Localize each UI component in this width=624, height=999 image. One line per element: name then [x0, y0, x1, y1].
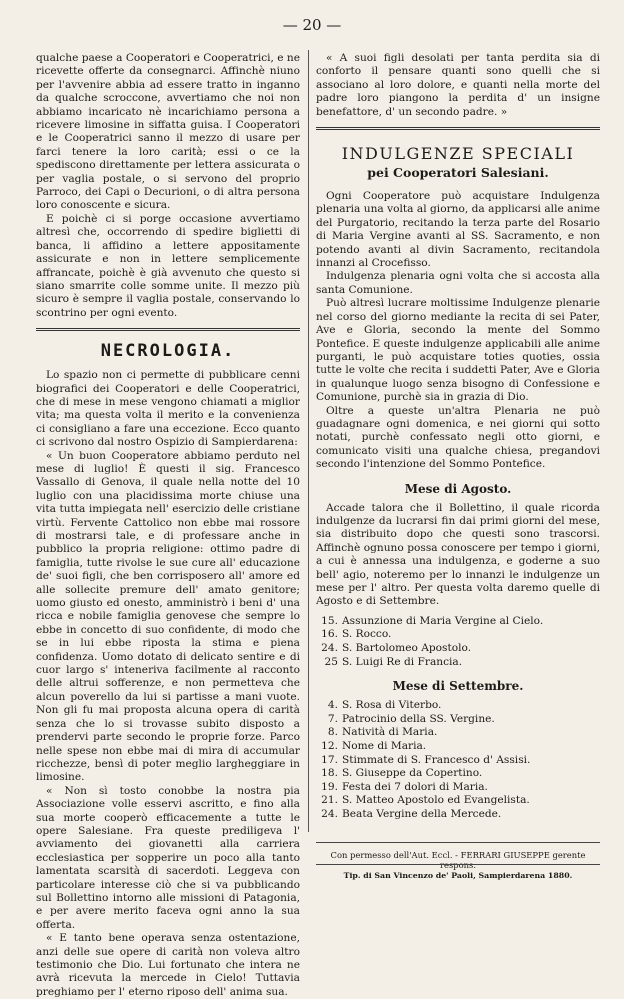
- list-item: 24. Beata Vergine della Mercede.: [321, 807, 502, 820]
- list-item: 21. S. Matteo Apostolo ed Evangelista.: [321, 794, 530, 807]
- necrology-paragraph-4: « E tanto bene operava senza ostentazione, anzi delle sue opere di carità non voleva altro testimonio che Dio. Lui fortunato che intera ne avrà ricevuta la mercede in Cielo! Tuttavia preghiamo per l' eterno riposo dell' anima sua.: [36, 932, 300, 998]
- indulgences-paragraph-2: Indulgenza plenaria ogni volta che si accosta alla santa Comunione.: [316, 270, 600, 296]
- left-column: [36, 52, 300, 999]
- indulgences-subheading: pei Cooperatori Salesiani.: [367, 165, 549, 181]
- list-item: 15. Assunzione di Maria Vergine al Cielo.: [321, 614, 544, 627]
- quote-paragraph: « A suoi figli desolati per tanta perdita sia di conforto il pensare quanti sono quelli che si associano al loro dolore, e quanti nella morte del padre loro piangono la perdita d' un insigne benefattore, d' un secondo padre. »: [316, 52, 600, 118]
- right-column: [316, 52, 600, 822]
- list-item: 25 S. Luigi Re di Francia.: [324, 655, 463, 668]
- indulgences-paragraph-1: Ogni Cooperatore può acquistare Indulgenza plenaria una volta al giorno, da applicarsi alle anime del Purgatorio, recitando la terza parte del Rosario di Maria Vergine avanti al SS. Sacramento, e non potendo avanti al divin Sacramento, recitandola innanzi al Crocefisso.: [316, 190, 600, 270]
- column-divider: [308, 50, 309, 832]
- footer-divider: [316, 842, 600, 843]
- september-list: [316, 699, 600, 821]
- list-item: 19. Festa dei 7 dolori di Maria.: [321, 780, 488, 793]
- section-divider: [316, 127, 600, 130]
- list-item: 8. Natività di Maria.: [327, 726, 438, 739]
- list-item: 17. Stimmate di S. Francesco d' Assisi.: [321, 753, 531, 766]
- intro-paragraph: qualche paese a Cooperatori e Cooperatrici, e ne ricevette offerte da consegnarci. Affinchè niuno per l'avvenire abbia ad essere tratto in inganno da qualche scroccone, avvertiamo che noi non abbiamo incaricato nè incarichiamo persona a ricevere limosine in siffatta guisa. I Cooperatori e le Cooperatrici sanno il mezzo di usare per farci tenere la loro carità; essi o ce la spediscono direttamente per lettera assicurata o per vaglia postale, o si servono del proprio Parroco, dei Capi o Decurioni, o di altra persona loro conoscente e sicura.: [36, 52, 300, 212]
- list-item: 18. S. Giuseppe da Copertino.: [321, 767, 483, 780]
- indulgences-paragraph-4: Oltre a queste un'altra Plenaria ne può guadagnare ogni domenica, e nei giorni qui sotto notati, purchè confessato negli otto giorni, e comunicato visiti una qualche chiesa, pregandovi secondo l'intenzione del Sommo Pontefice.: [316, 404, 600, 471]
- list-item: 4. S. Rosa di Viterbo.: [327, 699, 442, 712]
- page-number: — 20 —: [282, 16, 342, 34]
- indulgences-paragraph-3: Può altresì lucrare moltissime Indulgenze plenarie nel corso del giorno mediante la recita di sei Pater, Ave e Gloria, secondo la mente del Sommo Pontefice. E queste indulgenze applicabili alle anime purganti, le può acquistare toties quoties, ossia tutte le volte che recita i suddetti Pater, Ave e Gloria in qualunque luogo senza bisogno di Confessione e Comunione, purchè sia in grazia di Dio.: [316, 297, 600, 404]
- indulgences-heading: INDULGENZE SPECIALI: [341, 144, 575, 164]
- necrology-heading: NECROLOGIA.: [100, 341, 236, 362]
- list-item: 7. Patrocinio della SS. Vergine.: [327, 712, 495, 725]
- necrology-paragraph-3: « Non sì tosto conobbe la nostra pia Associazione volle esservi ascritto, e fino alla sua morte cooperò efficacemente a tutte le opere Salesiane. Fra queste prediligeva l' avviamento dei giovanetti alla carriera ecclesiastica per sopperire un poco alla tanto lamentata scarsità di sacerdoti. Leggeva con particolare interesse ciò che si va pubblicando sul Bollettino intorno alle missioni di Patagonia, e per avere merito faceva ogni anno la sua offerta.: [36, 784, 300, 931]
- printer-line: Tip. di San Vincenzo de' Paoli, Sampierdarena 1880.: [343, 871, 573, 880]
- august-paragraph: Accade talora che il Bollettino, il quale ricorda indulgenze da lucrarsi fin dai primi giorni del mese, sia distribuito dopo che questi sono trascorsi. Affinchè ognuno possa conoscere per tempo i giorni, a cui è annessa una indulgenza, e goderne a suo bell' agio, noteremo per lo innanzi le indulgenze un mese per l' altro. Per questa volta daremo quelle di Agosto e di Settembre.: [316, 501, 600, 608]
- intro-paragraph-2: E poichè ci si porge occasione avvertiamo altresì che, occorrendo di spedire biglietti di banca, li affidino a lettere appositamente assicurate e non in lettere semplicemente affrancate, poichè è già avvenuto che questo si siano smarrite colle somme unite. Il mezzo più sicuro è sempre il vaglia postale, conservando lo scontrino per ogni evento.: [36, 212, 300, 319]
- list-item: 16. S. Rocco.: [321, 628, 392, 641]
- necrology-paragraph-1: Lo spazio non ci permette di pubblicare cenni biografici dei Cooperatori e delle Cooperatrici, che di mese in mese vengono chiamati a miglior vita; ma questa volta il merito e la convenienza ci consigliano a fare una eccezione. Ecco quanto ci scrivono dal nostro Ospizio di Sampierdarena:: [36, 369, 300, 449]
- section-divider: [36, 328, 300, 331]
- imprimatur-line: Con permesso dell'Aut. Eccl. - FERRARI GIUSEPPE gerente respons.: [330, 850, 586, 870]
- august-heading: Mese di Agosto.: [404, 481, 512, 496]
- footer-divider: [316, 864, 600, 865]
- necrology-paragraph-2: « Un buon Cooperatore abbiamo perduto nel mese di luglio! È questi il sig. Francesco Vassallo di Genova, il quale nella notte del 10 luglio con una placidissima morte chiuse una vita tutta impiegata nell' esercizio delle cristiane virtù. Fervente Cattolico non ebbe mai rossore di mostrarsi tale, e di professare anche in pubblico la propria religione: ottimo padre di famiglia, tutte rivolse le sue cure all' educazione de' suoi figli, che ben corrisposero all' amore ed alle sollecite premure dell' amato genitore; uomo giusto ed onesto, amministrò i beni d' una ricca e nobile famiglia genovese che sempre lo ebbe in concetto di suo confidente, di modo che se in lui ebbe riposta la stima e piena confidenza. Uomo dotato di delicato sentire e di cuor largo s' inteneriva facilmente al racconto delle altrui sofferenze, e non permetteva che alcun poverello da lui si partisse a mani vuote. Non gli fu mai proposta alcuna opera di carità senza che lo si trovasse subito disposto a prendervi parte secondo le proprie forze. Parco nelle spese non ebbe mai di mira di accumular ricchezze, bensì di poter meglio largheggiare in limosine.: [36, 449, 300, 784]
- list-item: 24. S. Bartolomeo Apostolo.: [321, 642, 472, 654]
- september-heading: Mese di Settembre.: [392, 679, 524, 694]
- list-item: 12. Nome di Maria.: [321, 739, 427, 752]
- august-list: [316, 615, 600, 669]
